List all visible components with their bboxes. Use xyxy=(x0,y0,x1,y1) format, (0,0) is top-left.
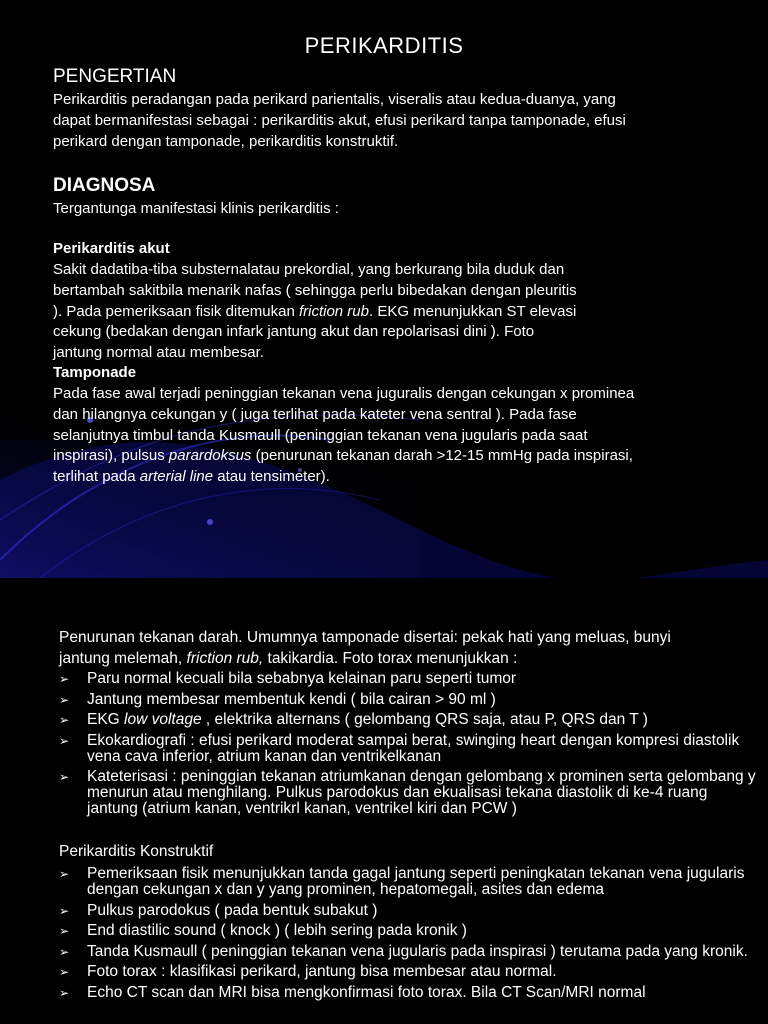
pengertian-line: dapat bermanifestasi sebagai : perikarditis akut, efusi perikard tanpa tamponade, efusi xyxy=(53,111,626,129)
tamponade-heading: Tamponade xyxy=(53,364,137,381)
arrow-bullet-icon: ➢ xyxy=(59,692,70,707)
list-item xyxy=(59,692,759,708)
tamponade-paragraph xyxy=(53,384,753,488)
list-item xyxy=(59,866,759,898)
diagnosa-intro: Tergantunga manifestasi klinis perikarditis : xyxy=(53,200,339,217)
list-item-text: Echo CT scan dan MRI bisa mengkonfirmasi foto torax. Bila CT Scan/MRI normal xyxy=(87,983,646,1001)
list-item xyxy=(59,671,759,687)
akut-heading: Perikarditis akut xyxy=(53,240,170,257)
italic-term: friction rub, xyxy=(186,649,264,667)
text-run: (penurunan tekanan darah >12-15 mmHg pada inspirasi, xyxy=(251,447,633,465)
arrow-bullet-icon: ➢ xyxy=(59,924,70,938)
arrow-bullet-icon: ➢ xyxy=(59,770,70,784)
text-run: , elektrika alternans ( gelombang QRS saja, atau P, QRS dan T ) xyxy=(201,711,648,728)
pengertian-heading: PENGERTIAN xyxy=(53,66,177,87)
tamponade-line: dan hilangnya cekungan y ( juga terlihat pada kateter vena sentral ). Pada fase xyxy=(53,405,577,423)
text-run: ). Pada pemeriksaan fisik ditemukan xyxy=(53,302,299,320)
akut-line: cekung (bedakan dengan infark jantung akut dan repolarisasi dini ). Foto xyxy=(53,323,535,341)
intro-line xyxy=(59,649,759,670)
text-run: inspirasi), pulsus xyxy=(53,447,169,465)
tamponade-findings-list xyxy=(59,671,759,822)
text-run: terlihat pada xyxy=(53,468,140,486)
arrow-bullet-icon: ➢ xyxy=(59,985,70,1000)
page-title: PERIKARDITIS xyxy=(304,33,464,58)
list-item xyxy=(59,733,759,765)
italic-term: arterial line xyxy=(139,468,214,486)
list-item-text: Jantung membesar membentuk kendi ( bila cairan > 90 ml ) xyxy=(87,690,496,708)
list-item xyxy=(59,712,759,728)
italic-term: parardoksus xyxy=(168,447,252,465)
list-item-text: Tanda Kusmaull ( peninggian tekanan vena jugularis pada inspirasi ) terutama pada yang kronik. xyxy=(87,942,748,960)
list-item xyxy=(59,903,759,919)
akut-line: Sakit dadatiba-tiba substernalatau prekordial, yang berkurang bila duduk dan xyxy=(53,261,565,278)
list-item xyxy=(59,923,759,939)
text-run: . EKG menunjukkan ST elevasi xyxy=(368,302,577,320)
list-item xyxy=(59,964,759,980)
slide-perikarditis-2 xyxy=(0,578,768,1024)
konstruktif-heading: Perikarditis Konstruktif xyxy=(59,843,214,860)
list-item xyxy=(59,985,759,1001)
text-run: atau tensimeter). xyxy=(213,468,330,486)
pengertian-paragraph xyxy=(53,90,753,152)
akut-line: jantung normal atau membesar. xyxy=(53,344,264,362)
list-item xyxy=(59,769,759,817)
arrow-bullet-icon: ➢ xyxy=(59,903,70,918)
list-item-text: Pemeriksaan fisik menunjukkan tanda gagal jantung seperti peningkatan tekanan vena jugularis dengan cekungan x dan y yang prominen, hepatomegali, asites dan edema xyxy=(87,865,745,898)
arrow-bullet-icon: ➢ xyxy=(59,733,70,748)
tamponade-line xyxy=(53,446,753,467)
konstruktif-findings-list xyxy=(59,866,759,1005)
list-item xyxy=(59,944,759,960)
arrow-bullet-icon: ➢ xyxy=(59,672,70,686)
tamponade-line: selanjutnya timbul tanda Kusmaull (peninggian tekanan vena jugularis pada saat xyxy=(53,426,588,444)
list-item-text: Ekokardiografi : efusi perikard moderat sampai berat, swinging heart dengan kompresi diastolik vena cava inferior, atrium kanan dan ventrikelkanan xyxy=(87,731,740,765)
italic-term: low voltage xyxy=(124,711,202,728)
tamponade-line xyxy=(53,467,753,488)
akut-line: bertambah sakitbila menarik nafas ( sehingga perlu bibedakan dengan pleuritis xyxy=(53,281,577,299)
italic-term: friction rub xyxy=(298,302,369,320)
akut-paragraph xyxy=(53,260,753,364)
arrow-bullet-icon: ➢ xyxy=(59,965,70,979)
text-run: jantung melemah, xyxy=(59,649,187,667)
text-run: EKG xyxy=(87,711,125,728)
arrow-bullet-icon: ➢ xyxy=(59,944,70,959)
list-item-text: End diastilic sound ( knock ) ( lebih sering pada kronik ) xyxy=(87,922,467,939)
list-item-text: Paru normal kecuali bila sebabnya kelainan paru seperti tumor xyxy=(87,670,517,687)
list-item-text: Foto torax : klasifikasi perikard, jantung bisa membesar atau normal. xyxy=(87,963,557,980)
pengertian-line: Perikarditis peradangan pada perikard parientalis, viseralis atau kedua-duanya, yang xyxy=(53,91,616,108)
text-run: takikardia. Foto torax menunjukkan : xyxy=(263,649,518,667)
tamponade-line: Pada fase awal terjadi peninggian tekanan vena juguralis dengan cekungan x prominea xyxy=(53,385,635,402)
intro-line: Penurunan tekanan darah. Umumnya tamponade disertai: pekak hati yang meluas, bunyi xyxy=(59,629,671,646)
pengertian-line: perikard dengan tamponade, perikarditis konstruktif. xyxy=(53,132,399,150)
slide2-intro xyxy=(59,628,759,669)
arrow-bullet-icon: ➢ xyxy=(59,713,70,727)
list-item-text: Pulkus parodokus ( pada bentuk subakut ) xyxy=(87,901,378,919)
arrow-bullet-icon: ➢ xyxy=(59,867,70,881)
diagnosa-heading: DIAGNOSA xyxy=(53,175,156,196)
list-item-text: Kateterisasi : peninggian tekanan atriumkanan dengan gelombang x prominen serta gelombang y menurun atau menghilang. Pulkus parodokus dan ekualisasi tekana diastolik di ke-4 ruang jantung (atrium kanan, ventrikrl kanan, ventrikel kiri dan PCW ) xyxy=(87,768,756,817)
akut-line xyxy=(53,302,753,323)
